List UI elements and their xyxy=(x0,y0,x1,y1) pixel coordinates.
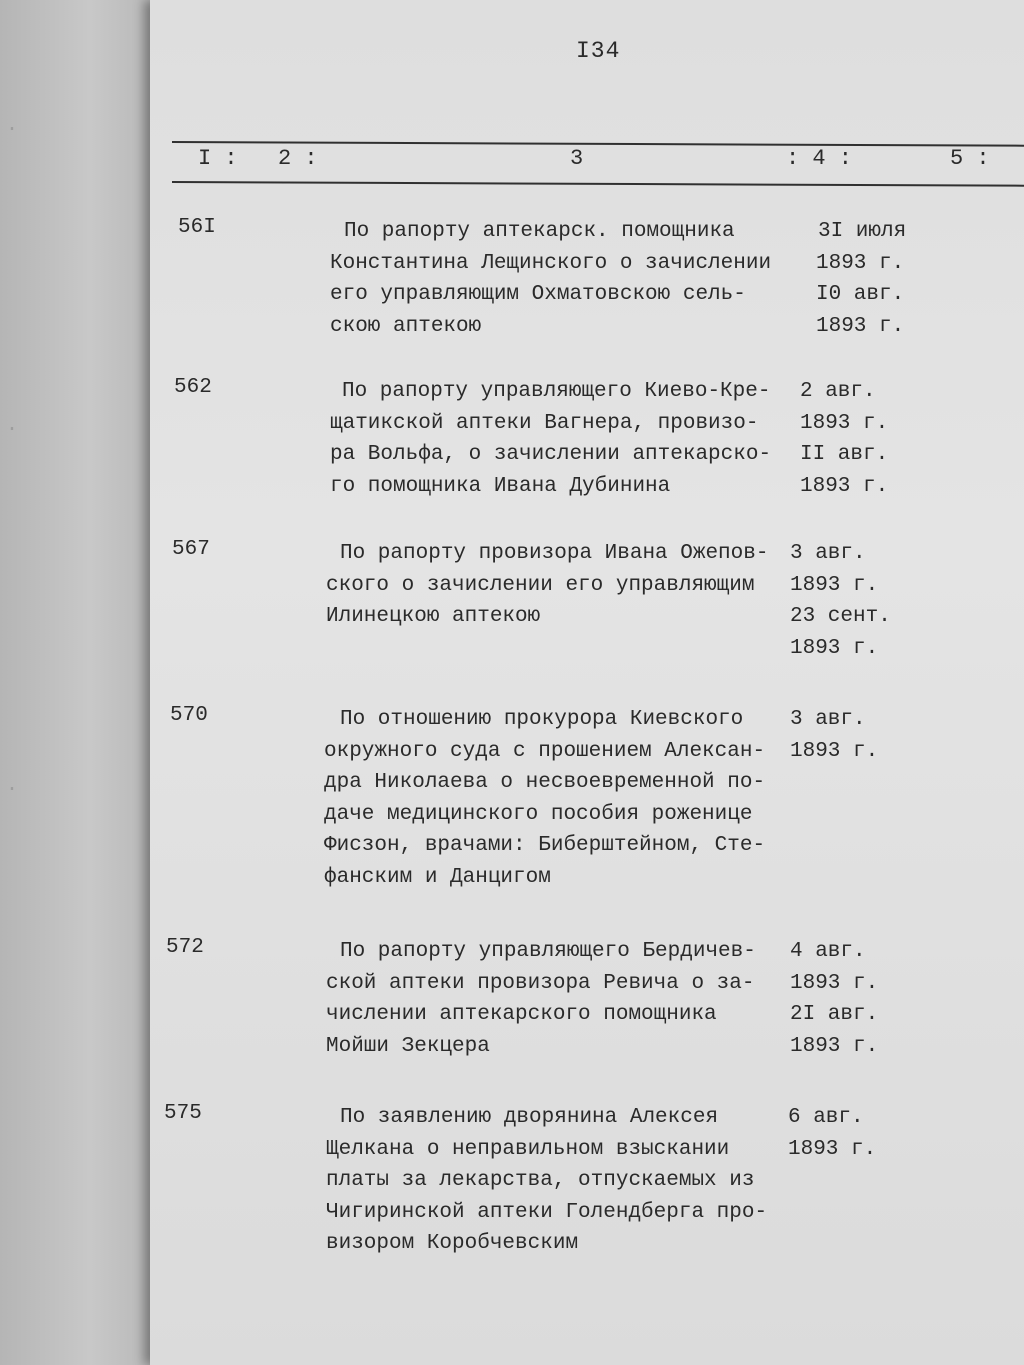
entry-description xyxy=(326,1102,810,1260)
header-rule-bottom xyxy=(172,181,1024,187)
date-line: 1893 г. xyxy=(790,636,879,660)
description-line: дра Николаева о несвоевременной по- xyxy=(324,771,766,794)
description-line: Щелкана о неправильном взыскании xyxy=(326,1137,730,1161)
date-line: 1893 г. xyxy=(790,971,879,995)
bleed-mark: · xyxy=(6,778,19,801)
date-line: 6 авг. xyxy=(788,1106,864,1129)
entry-dates xyxy=(788,1102,898,1165)
date-line: 1893 г. xyxy=(816,314,905,338)
description-line: По заявлению дворянина Алексея xyxy=(340,1106,719,1129)
description-line: щатикской аптеки Вагнера, провизо- xyxy=(330,411,759,435)
header-col-5: 5 : xyxy=(950,146,990,171)
bleed-mark: · xyxy=(6,418,19,441)
date-line: I0 авг. xyxy=(816,283,905,306)
entry-dates xyxy=(818,216,928,342)
date-line: 4 авг. xyxy=(790,940,866,963)
description-line: ской аптеки провизора Ревича о за- xyxy=(326,971,755,995)
description-line: ра Вольфа, о зачислении аптекарско- xyxy=(330,443,772,466)
date-line: 2 авг. xyxy=(800,380,876,403)
entry-description xyxy=(326,538,810,633)
description-line: Фисзон, врачами: Биберштейном, Сте- xyxy=(324,834,766,857)
date-line: 3 авг. xyxy=(790,542,866,565)
date-line: II авг. xyxy=(800,443,889,466)
header-col-3: 3 xyxy=(570,146,584,171)
description-line: По рапорту аптекарск. помощника xyxy=(344,220,735,243)
entry-number: 56I xyxy=(178,216,216,239)
bleed-mark: · xyxy=(6,118,19,141)
entry-number: 575 xyxy=(164,1102,202,1125)
description-line: скою аптекою xyxy=(330,314,482,338)
description-line: По рапорту провизора Ивана Ожепов- xyxy=(340,542,769,565)
date-line: 1893 г. xyxy=(788,1137,877,1161)
date-line: 1893 г. xyxy=(790,739,879,763)
entry-number: 562 xyxy=(174,376,212,399)
entry-description xyxy=(330,376,812,502)
description-line: Илинецкою аптекою xyxy=(326,605,541,628)
entry-number: 572 xyxy=(166,936,204,959)
entry-description xyxy=(326,936,810,1062)
description-line: числении аптекарского помощника xyxy=(326,1003,717,1026)
entry-number: 570 xyxy=(170,704,208,727)
date-line: 3 авг. xyxy=(790,708,866,731)
description-line: По рапорту управляющего Бердичев- xyxy=(340,940,756,963)
description-line: фанским и Данцигом xyxy=(324,865,551,889)
date-line: 1893 г. xyxy=(800,411,889,435)
entry-dates xyxy=(790,704,900,767)
entry-dates xyxy=(790,936,900,1062)
entry-description xyxy=(324,704,810,893)
description-line: го помощника Ивана Дубинина xyxy=(330,474,671,498)
description-line: даче медицинского пособия роженице xyxy=(324,802,753,826)
description-line: Мойши Зекцера xyxy=(326,1034,490,1058)
date-line: 1893 г. xyxy=(790,573,879,597)
header-col-2: 2 : xyxy=(278,146,318,171)
entry-description xyxy=(330,216,814,342)
description-line: По отношению прокурора Киевского xyxy=(340,708,744,731)
date-line: 23 сент. xyxy=(790,605,891,628)
entry-dates xyxy=(790,538,900,664)
description-line: окружного суда с прошением Алексан- xyxy=(324,739,766,763)
description-line: По рапорту управляющего Киево-Кре- xyxy=(342,380,771,403)
description-line: Константина Лещинского о зачислении xyxy=(330,251,772,275)
page-number: I34 xyxy=(576,38,621,64)
date-line: 1893 г. xyxy=(816,251,905,275)
description-line: его управляющим Охматовскою сель- xyxy=(330,283,746,306)
header-col-1: I : xyxy=(198,146,238,171)
description-line: визором Коробчевским xyxy=(326,1232,579,1255)
description-line: ского о зачислении его управляющим xyxy=(326,573,755,597)
date-line: 1893 г. xyxy=(800,474,889,498)
description-line: Чигиринской аптеки Голендберга про- xyxy=(326,1200,768,1224)
date-line: 1893 г. xyxy=(790,1034,879,1058)
date-line: 3I июля xyxy=(818,220,907,243)
date-line: 2I авг. xyxy=(790,1003,879,1026)
document-page xyxy=(150,0,1024,1365)
entry-dates xyxy=(800,376,910,502)
entry-number: 567 xyxy=(172,538,210,561)
header-col-4: : 4 : xyxy=(786,146,853,171)
description-line: платы за лекарства, отпускаемых из xyxy=(326,1169,755,1192)
facing-page-edge xyxy=(0,0,150,1365)
